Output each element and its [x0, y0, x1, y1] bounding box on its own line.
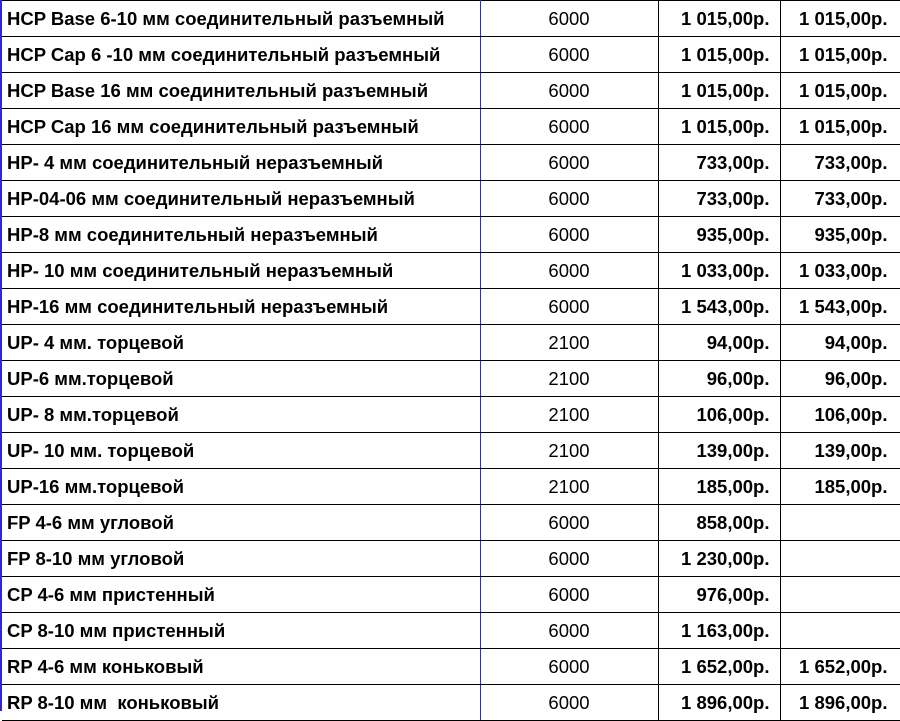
- product-name-cell[interactable]: UP- 8 мм.торцевой: [2, 397, 480, 433]
- price-cell[interactable]: 1 163,00р.: [658, 613, 780, 649]
- product-name-cell[interactable]: UP-6 мм.торцевой: [2, 361, 480, 397]
- price-alt-cell[interactable]: 1 033,00р.: [780, 253, 900, 289]
- price-cell[interactable]: 94,00р.: [658, 325, 780, 361]
- price-table: [2, 0, 900, 721]
- quantity-cell[interactable]: 6000: [480, 217, 658, 253]
- product-name-cell[interactable]: HP-8 мм соединительный неразъемный: [2, 217, 480, 253]
- product-name-cell[interactable]: UP- 10 мм. торцевой: [2, 433, 480, 469]
- price-cell[interactable]: 1 543,00р.: [658, 289, 780, 325]
- quantity-cell[interactable]: 2100: [480, 325, 658, 361]
- table-row: [2, 397, 900, 433]
- price-cell[interactable]: 185,00р.: [658, 469, 780, 505]
- table-row: [2, 109, 900, 145]
- table-row: [2, 37, 900, 73]
- price-cell[interactable]: 733,00р.: [658, 181, 780, 217]
- quantity-cell[interactable]: 6000: [480, 145, 658, 181]
- price-alt-cell[interactable]: [780, 577, 900, 613]
- product-name-cell[interactable]: HP-04-06 мм соединительный неразъемный: [2, 181, 480, 217]
- table-row: [2, 73, 900, 109]
- quantity-cell[interactable]: 6000: [480, 289, 658, 325]
- quantity-cell[interactable]: 6000: [480, 253, 658, 289]
- price-alt-cell[interactable]: 1 015,00р.: [780, 109, 900, 145]
- product-name-cell[interactable]: UP-16 мм.торцевой: [2, 469, 480, 505]
- quantity-cell[interactable]: 2100: [480, 397, 658, 433]
- price-table-body: [2, 1, 900, 721]
- price-alt-cell[interactable]: 733,00р.: [780, 145, 900, 181]
- price-alt-cell[interactable]: 1 015,00р.: [780, 73, 900, 109]
- table-row: [2, 505, 900, 541]
- price-alt-cell[interactable]: [780, 613, 900, 649]
- quantity-cell[interactable]: 6000: [480, 181, 658, 217]
- price-cell[interactable]: 1 230,00р.: [658, 541, 780, 577]
- table-row: [2, 289, 900, 325]
- price-cell[interactable]: 1 015,00р.: [658, 109, 780, 145]
- quantity-cell[interactable]: 6000: [480, 685, 658, 721]
- price-cell[interactable]: 1 015,00р.: [658, 1, 780, 37]
- price-cell[interactable]: 139,00р.: [658, 433, 780, 469]
- table-row: [2, 613, 900, 649]
- product-name-cell[interactable]: HCP Cap 6 -10 мм соединительный разъемный: [2, 37, 480, 73]
- price-alt-cell[interactable]: 733,00р.: [780, 181, 900, 217]
- price-cell[interactable]: 935,00р.: [658, 217, 780, 253]
- product-name-cell[interactable]: HP-16 мм соединительный неразъемный: [2, 289, 480, 325]
- price-cell[interactable]: 1 015,00р.: [658, 73, 780, 109]
- quantity-cell[interactable]: 2100: [480, 433, 658, 469]
- price-cell[interactable]: 1 896,00р.: [658, 685, 780, 721]
- table-row: [2, 181, 900, 217]
- price-cell[interactable]: 1 033,00р.: [658, 253, 780, 289]
- product-name-cell[interactable]: HP- 10 мм соединительный неразъемный: [2, 253, 480, 289]
- price-alt-cell[interactable]: 1 543,00р.: [780, 289, 900, 325]
- product-name-cell[interactable]: RP 8-10 мм коньковый: [2, 685, 480, 721]
- product-name-cell[interactable]: FP 8-10 мм угловой: [2, 541, 480, 577]
- price-cell[interactable]: 96,00р.: [658, 361, 780, 397]
- table-row: [2, 577, 900, 613]
- table-row: [2, 649, 900, 685]
- table-row: [2, 469, 900, 505]
- quantity-cell[interactable]: 6000: [480, 613, 658, 649]
- price-alt-cell[interactable]: 139,00р.: [780, 433, 900, 469]
- table-row: [2, 433, 900, 469]
- quantity-cell[interactable]: 6000: [480, 577, 658, 613]
- product-name-cell[interactable]: RP 4-6 мм коньковый: [2, 649, 480, 685]
- table-row: [2, 361, 900, 397]
- price-alt-cell[interactable]: 1 652,00р.: [780, 649, 900, 685]
- product-name-cell[interactable]: FP 4-6 мм угловой: [2, 505, 480, 541]
- table-row: [2, 253, 900, 289]
- table-row: [2, 541, 900, 577]
- price-alt-cell[interactable]: [780, 541, 900, 577]
- product-name-cell[interactable]: CP 8-10 мм пристенный: [2, 613, 480, 649]
- table-row: [2, 325, 900, 361]
- price-cell[interactable]: 976,00р.: [658, 577, 780, 613]
- product-name-cell[interactable]: CP 4-6 мм пристенный: [2, 577, 480, 613]
- price-alt-cell[interactable]: 1 015,00р.: [780, 37, 900, 73]
- quantity-cell[interactable]: 6000: [480, 505, 658, 541]
- product-name-cell[interactable]: UP- 4 мм. торцевой: [2, 325, 480, 361]
- price-cell[interactable]: 858,00р.: [658, 505, 780, 541]
- price-alt-cell[interactable]: [780, 505, 900, 541]
- price-alt-cell[interactable]: 935,00р.: [780, 217, 900, 253]
- price-cell[interactable]: 1 015,00р.: [658, 37, 780, 73]
- price-alt-cell[interactable]: 1 015,00р.: [780, 1, 900, 37]
- price-alt-cell[interactable]: 185,00р.: [780, 469, 900, 505]
- product-name-cell[interactable]: HP- 4 мм соединительный неразъемный: [2, 145, 480, 181]
- quantity-cell[interactable]: 2100: [480, 469, 658, 505]
- table-row: [2, 217, 900, 253]
- quantity-cell[interactable]: 6000: [480, 541, 658, 577]
- product-name-cell[interactable]: HCP Base 6-10 мм соединительный разъемный: [2, 1, 480, 37]
- table-row: [2, 145, 900, 181]
- quantity-cell[interactable]: 6000: [480, 37, 658, 73]
- quantity-cell[interactable]: 6000: [480, 1, 658, 37]
- price-alt-cell[interactable]: 106,00р.: [780, 397, 900, 433]
- quantity-cell[interactable]: 6000: [480, 109, 658, 145]
- quantity-cell[interactable]: 6000: [480, 649, 658, 685]
- price-alt-cell[interactable]: 1 896,00р.: [780, 685, 900, 721]
- table-row: [2, 1, 900, 37]
- price-cell[interactable]: 106,00р.: [658, 397, 780, 433]
- quantity-cell[interactable]: 6000: [480, 73, 658, 109]
- price-alt-cell[interactable]: 96,00р.: [780, 361, 900, 397]
- price-cell[interactable]: 733,00р.: [658, 145, 780, 181]
- price-cell[interactable]: 1 652,00р.: [658, 649, 780, 685]
- product-name-cell[interactable]: HCP Base 16 мм соединительный разъемный: [2, 73, 480, 109]
- quantity-cell[interactable]: 2100: [480, 361, 658, 397]
- table-row: [2, 685, 900, 721]
- product-name-cell[interactable]: HCP Cap 16 мм соединительный разъемный: [2, 109, 480, 145]
- price-alt-cell[interactable]: 94,00р.: [780, 325, 900, 361]
